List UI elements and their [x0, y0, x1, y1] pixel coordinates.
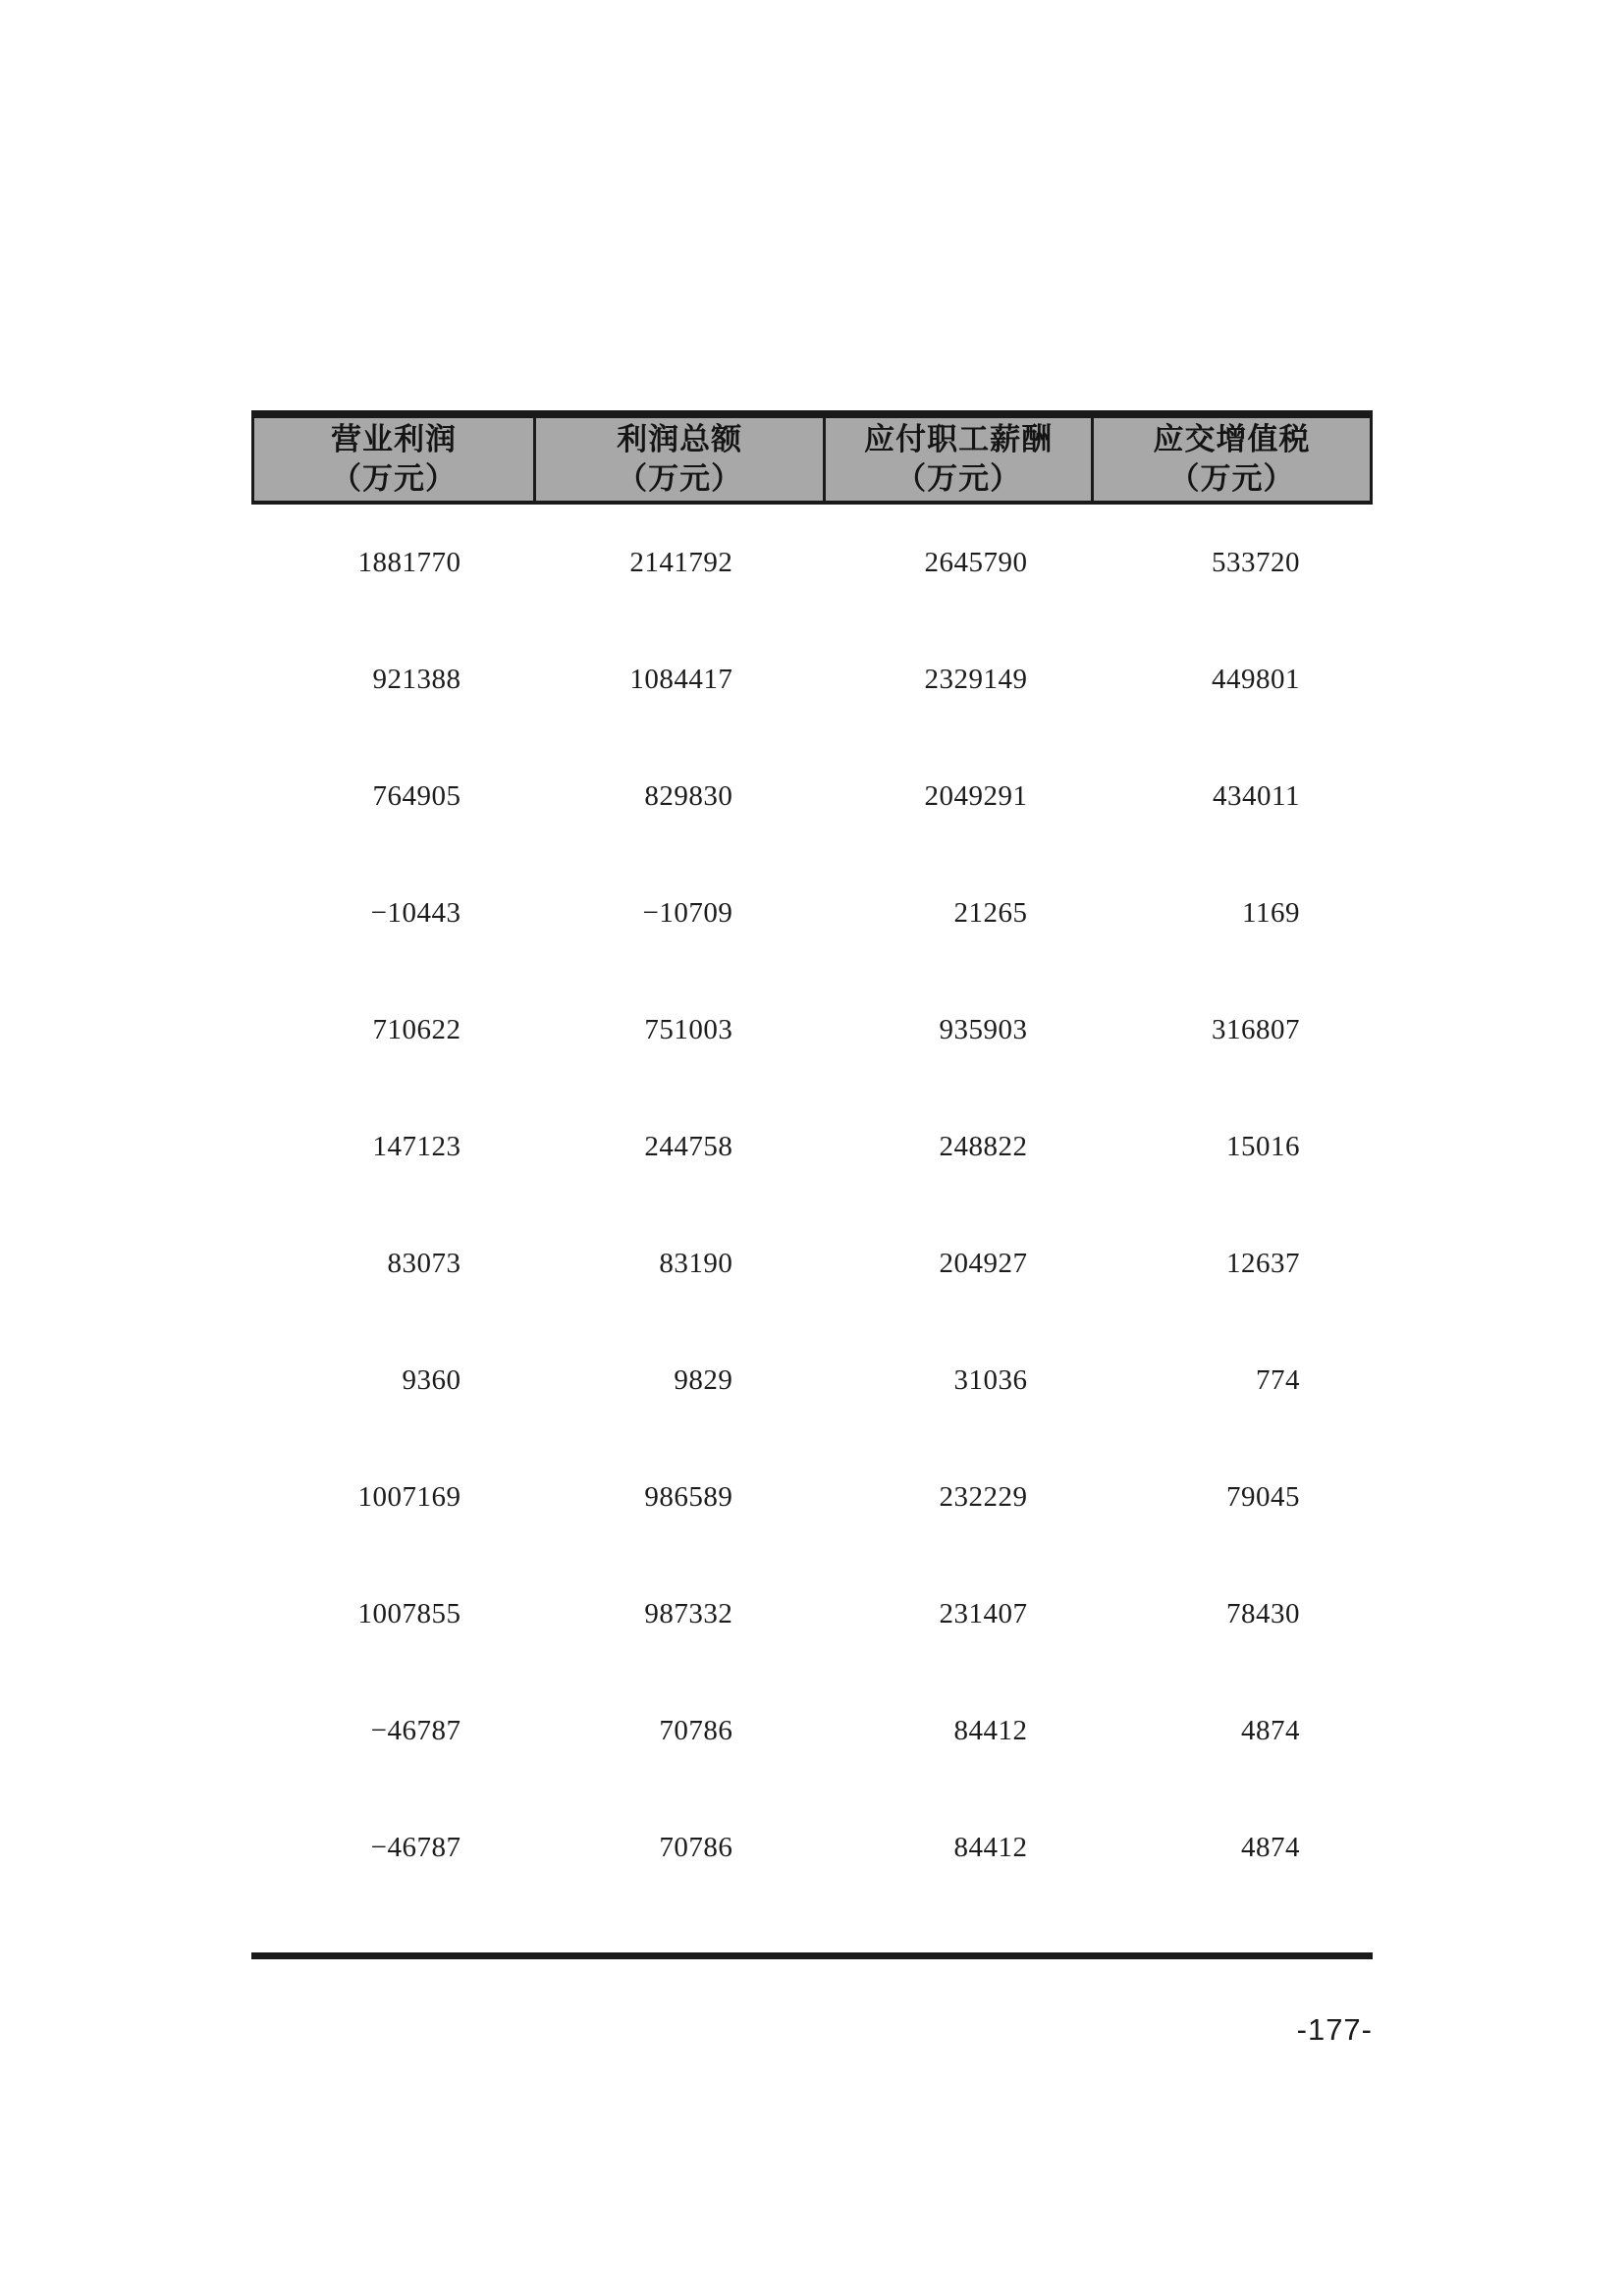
- cell-value: 751003: [644, 1014, 733, 1045]
- statistics-table: [251, 410, 1373, 1959]
- cell-value: 244758: [644, 1131, 733, 1162]
- header-unit: （万元）: [895, 461, 1022, 496]
- cell-value: 84412: [953, 1832, 1028, 1863]
- cell-value: −10443: [370, 897, 461, 929]
- cell-value: 232229: [939, 1481, 1028, 1513]
- page-number: -177-: [1296, 2012, 1373, 2047]
- table-row: [251, 1322, 1373, 1439]
- cell-value: 147123: [372, 1131, 461, 1162]
- table-bottom-rule: [251, 1952, 1373, 1959]
- cell-value: 9829: [674, 1364, 733, 1396]
- table-row: [251, 738, 1373, 855]
- header-vat-payable: [1091, 418, 1370, 501]
- cell-value: 774: [1255, 1364, 1300, 1396]
- table-row: [251, 1556, 1373, 1673]
- table-row: [251, 1789, 1373, 1906]
- cell-value: 83190: [659, 1248, 733, 1279]
- header-title: 利润总额: [617, 422, 743, 456]
- header-title: 应付职工薪酬: [864, 422, 1054, 456]
- cell-value: −46787: [370, 1715, 461, 1746]
- cell-value: 78430: [1225, 1598, 1300, 1629]
- table-top-rule: [251, 410, 1373, 418]
- cell-value: 83073: [387, 1248, 461, 1279]
- cell-value: 2329149: [924, 664, 1028, 695]
- cell-value: 70786: [659, 1832, 733, 1863]
- table-body: [251, 505, 1373, 1906]
- header-operating-profit: [254, 418, 533, 501]
- cell-value: 4874: [1240, 1832, 1300, 1863]
- cell-value: −46787: [370, 1832, 461, 1863]
- cell-value: 248822: [939, 1131, 1028, 1162]
- table-row: [251, 1439, 1373, 1556]
- cell-value: 9360: [402, 1364, 461, 1396]
- header-unit: （万元）: [617, 461, 743, 496]
- cell-value: 31036: [953, 1364, 1028, 1396]
- cell-value: 987332: [644, 1598, 733, 1629]
- cell-value: 204927: [939, 1248, 1028, 1279]
- cell-value: 449801: [1211, 664, 1300, 695]
- cell-value: 710622: [372, 1014, 461, 1045]
- cell-value: 231407: [939, 1598, 1028, 1629]
- cell-value: 1084417: [629, 664, 733, 695]
- cell-value: 935903: [939, 1014, 1028, 1045]
- cell-value: 1169: [1242, 897, 1300, 929]
- header-title: 营业利润: [331, 422, 457, 456]
- cell-value: 15016: [1225, 1131, 1300, 1162]
- cell-value: 434011: [1213, 780, 1300, 812]
- table-header-row: [251, 418, 1373, 505]
- table-row: [251, 855, 1373, 972]
- cell-value: 1007169: [357, 1481, 461, 1513]
- cell-value: 4874: [1240, 1715, 1300, 1746]
- cell-value: −10709: [642, 897, 733, 929]
- header-title: 应交增值税: [1153, 422, 1311, 456]
- cell-value: 316807: [1211, 1014, 1300, 1045]
- cell-value: 1881770: [357, 547, 461, 578]
- cell-value: 2645790: [924, 547, 1028, 578]
- cell-value: 2049291: [924, 780, 1028, 812]
- header-payable-compensation: [823, 418, 1091, 501]
- cell-value: 70786: [659, 1715, 733, 1746]
- table-row: [251, 1089, 1373, 1205]
- header-unit: （万元）: [331, 461, 457, 496]
- header-total-profit: [533, 418, 823, 501]
- cell-value: 533720: [1211, 547, 1300, 578]
- cell-value: 21265: [953, 897, 1028, 929]
- cell-value: 1007855: [357, 1598, 461, 1629]
- cell-value: 2141792: [629, 547, 733, 578]
- cell-value: 921388: [372, 664, 461, 695]
- cell-value: 12637: [1225, 1248, 1300, 1279]
- table-row: [251, 972, 1373, 1089]
- table-row: [251, 621, 1373, 738]
- cell-value: 829830: [644, 780, 733, 812]
- header-unit: （万元）: [1168, 461, 1295, 496]
- cell-value: 79045: [1225, 1481, 1300, 1513]
- table-row: [251, 505, 1373, 621]
- cell-value: 764905: [372, 780, 461, 812]
- cell-value: 84412: [953, 1715, 1028, 1746]
- table-row: [251, 1205, 1373, 1322]
- cell-value: 986589: [644, 1481, 733, 1513]
- table-row: [251, 1673, 1373, 1789]
